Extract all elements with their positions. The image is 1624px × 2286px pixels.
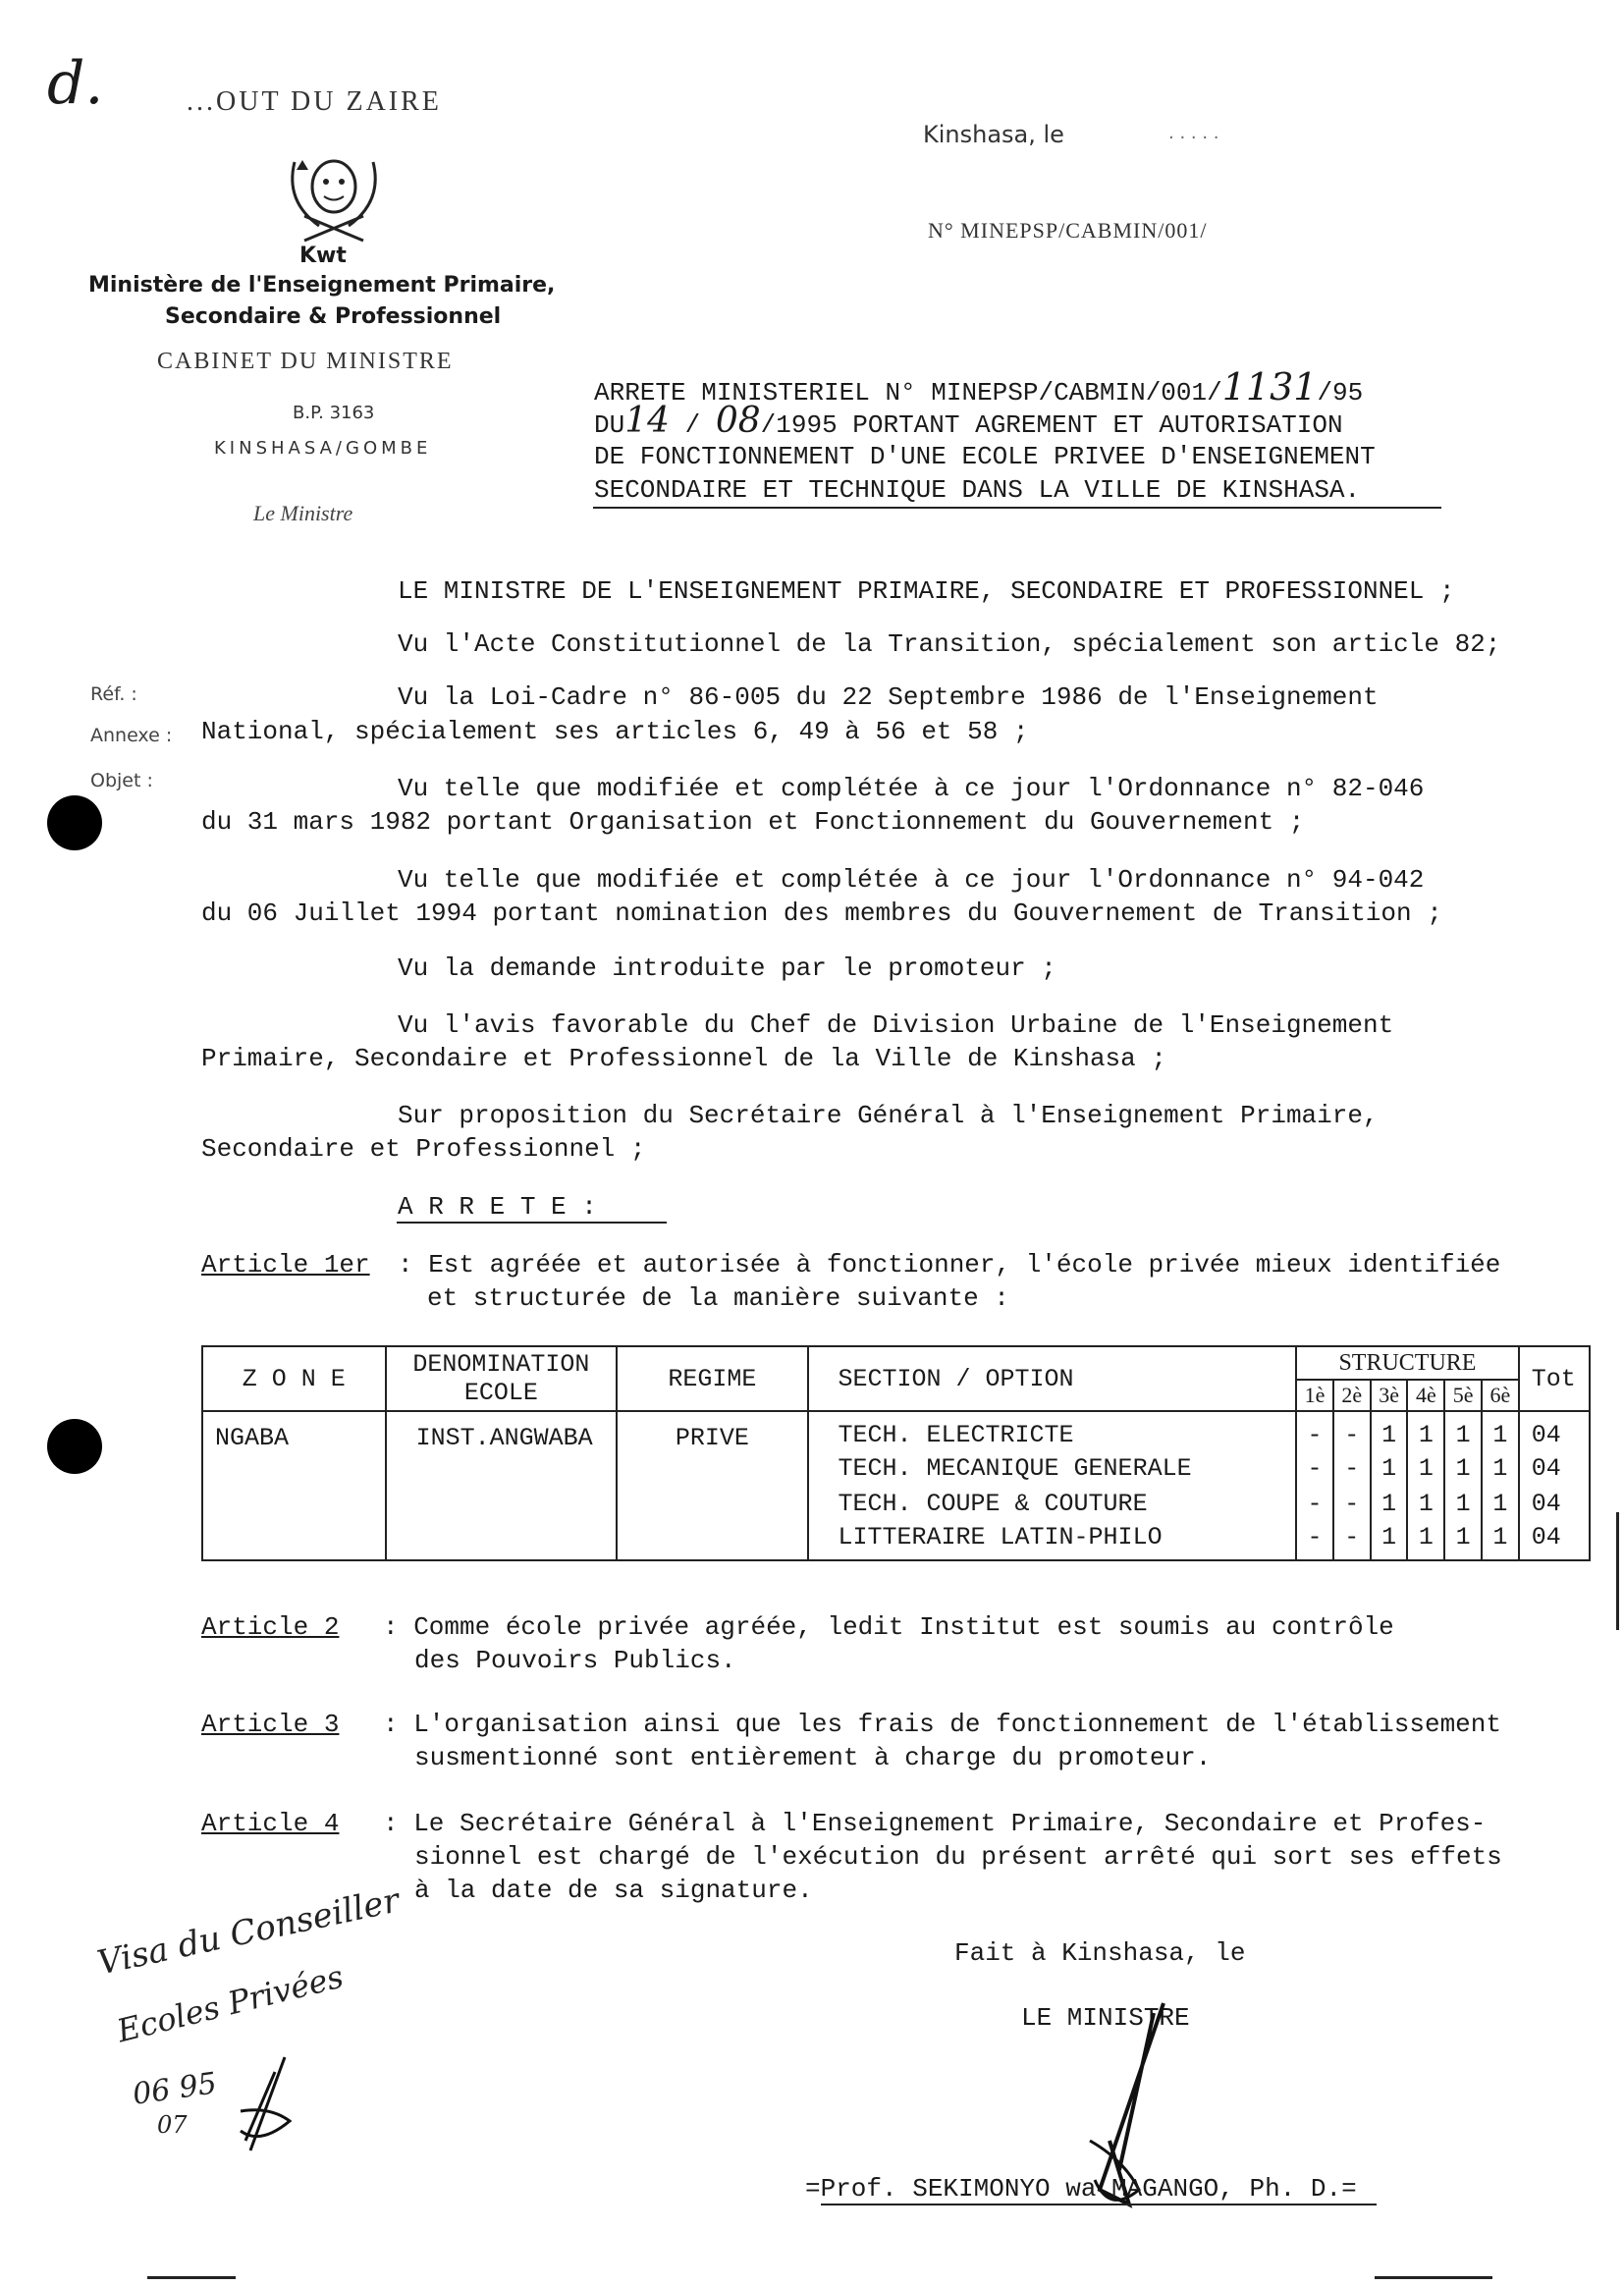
preamble-vu3-line2: du 31 mars 1982 portant Organisation et Fonctionnement du Gouvernement ; [201,807,1305,837]
place-date: Kinshasa, le [923,121,1064,148]
arrete-heading: A R R E T E : [398,1192,597,1222]
article4-text-line1: : Le Secrétaire Général à l'Enseignement Primaire, Secondaire et Profes- [383,1809,1487,1838]
article3-text-line1: : L'organisation ainsi que les frais de fonctionnement de l'établissement [383,1710,1501,1739]
preamble-vu1: Vu l'Acte Constitutionnel de la Transition, spécialement son article 82; [398,629,1501,659]
title-month-handwritten: 08 [715,401,761,441]
title-line3: DE FONCTIONNEMENT D'UNE ECOLE PRIVEE D'ENSEIGNEMENT [594,442,1376,471]
letterhead-country: ...OUT DU ZAIRE [187,86,442,117]
preamble-minister: LE MINISTRE DE L'ENSEIGNEMENT PRIMAIRE, SECONDAIRE ET PROFESSIONNEL ; [398,576,1455,606]
preamble-vu2-line1: Vu la Loi-Cadre n° 86-005 du 22 Septembre 1986 de l'Enseignement [398,682,1379,712]
article3-label: Article 3 [201,1710,340,1739]
side-label-ref: Réf. : [90,683,137,705]
closing-minister-title: LE MINISTRE [1021,2003,1190,2033]
side-label-objet: Objet : [90,770,153,791]
header-denomination [386,1346,618,1411]
handwritten-visa-date2: 07 [157,2111,188,2139]
article2-text-line2: des Pouvoirs Publics. [414,1646,736,1675]
side-label-annexe: Annexe : [90,725,173,746]
cell-year-value: - [1296,1411,1333,1450]
header-denomination-line1: DENOMINATION [412,1350,590,1379]
article3-text-line2: susmentionné sont entièrement à charge du promoteur. [414,1743,1212,1772]
preamble-vu2-line2: National, spécialement ses articles 6, 49 à 56 et 58 ; [201,717,1029,746]
handwritten-visa-line1: Visa du Conseiller [93,1880,404,1984]
scan-edge-line [1616,1512,1619,1630]
title-number-handwritten: 1131 [1221,365,1318,408]
header-year-3: 3è [1371,1380,1408,1411]
cell-total: 04 [1519,1450,1590,1486]
title-line1-suffix: /95 [1317,378,1364,408]
header-section-option: SECTION / OPTION [808,1346,1297,1411]
cell-year-value: 1 [1444,1486,1482,1521]
cell-year-value: 1 [1371,1486,1408,1521]
header-year-5: 5è [1444,1380,1482,1411]
title-day-handwritten: 14 [624,401,671,441]
header-zone: Z O N E [202,1346,386,1411]
article2-label: Article 2 [201,1612,340,1642]
article1-text-line2: et structurée de la manière suivante : [427,1283,1009,1313]
preamble-proposition-line1: Sur proposition du Secrétaire Général à l'Enseignement Primaire, [398,1101,1379,1130]
cell-year-value: - [1296,1450,1333,1486]
signatory-underline [821,2204,1377,2205]
cell-year-value: 1 [1407,1411,1444,1450]
city-label: KINSHASA/GOMBE [214,438,432,459]
arrete-underline [397,1222,667,1224]
cell-total: 04 [1519,1521,1590,1560]
cell-year-value: 1 [1407,1521,1444,1560]
fait-a-kinshasa: Fait à Kinshasa, le [954,1938,1246,1968]
cell-year-value: 1 [1482,1486,1519,1521]
cell-section-2: TECH. COUPE & COUTURE [808,1486,1297,1521]
preamble-vu4-line1: Vu telle que modifiée et complétée à ce jour l'Ordonnance n° 94-042 [398,865,1425,895]
cell-section-1: TECH. MECANIQUE GENERALE [808,1450,1297,1486]
preamble-vu5: Vu la demande introduite par le promoteur ; [398,953,1056,983]
cell-total: 04 [1519,1411,1590,1450]
cell-year-value: 1 [1371,1411,1408,1450]
header-denomination-line2: ECOLE [463,1379,538,1407]
reference-number: N° MINEPSP/CABMIN/001/ [928,218,1208,243]
title-line1 [594,365,1364,409]
header-year-4: 4è [1407,1380,1444,1411]
header-year-6: 6è [1482,1380,1519,1411]
header-total: Tot [1519,1346,1590,1411]
cell-year-value: 1 [1444,1450,1482,1486]
minister-label: Le Ministre [253,501,353,525]
cell-school-name: INST.ANGWABA [386,1411,618,1560]
article4-label: Article 4 [201,1809,340,1838]
cell-year-value: - [1333,1450,1371,1486]
header-year-2: 2è [1333,1380,1371,1411]
cell-year-value: 1 [1407,1486,1444,1521]
cell-year-value: 1 [1407,1450,1444,1486]
cabinet-label: CABINET DU MINISTRE [157,349,454,374]
bp-label: B.P. 3163 [293,403,375,423]
article2-text-line1: : Comme école privée agréée, ledit Institut est soumis au contrôle [383,1612,1394,1642]
scan-edge-line [1375,2276,1492,2279]
header-year-1: 1è [1296,1380,1333,1411]
cell-total: 04 [1519,1486,1590,1521]
preamble-vu6-line1: Vu l'avis favorable du Chef de Division Urbaine de l'Enseignement [398,1010,1394,1040]
cell-year-value: - [1333,1411,1371,1450]
visa-initials-icon [231,2052,299,2160]
signatory-name: =Prof. SEKIMONYO wa MAGANGO, Ph. D.= [805,2174,1357,2204]
header-regime: REGIME [617,1346,807,1411]
title-underline [593,507,1441,509]
preamble-vu4-line2: du 06 Juillet 1994 portant nomination des membres du Gouvernement de Transition ; [201,898,1442,928]
title-line2-prefix: DU [594,410,625,440]
article4-text-line3: à la date de sa signature. [414,1876,813,1905]
punch-hole [47,1419,102,1474]
cell-year-value: 1 [1482,1450,1519,1486]
emblem-label: Kwt [299,244,347,268]
cell-year-value: - [1333,1521,1371,1560]
title-line2: DU14 / 08/1995 PORTANT AGREMENT ET AUTORISATION [594,401,1343,441]
cell-year-value: 1 [1482,1411,1519,1450]
punch-hole [47,795,102,850]
cell-zone: NGABA [202,1411,386,1560]
date-placeholder: . . . . . [1168,123,1219,143]
cell-year-value: 1 [1371,1450,1408,1486]
title-line4: SECONDAIRE ET TECHNIQUE DANS LA VILLE DE KINSHASA. [594,475,1361,505]
ministry-line1: Ministère de l'Enseignement Primaire, [88,273,556,298]
preamble-proposition-line2: Secondaire et Professionnel ; [201,1134,646,1164]
article1-text-line1: : Est agréée et autorisée à fonctionner, l'école privée mieux identifiée [398,1250,1501,1279]
handwritten-visa-date: 06 95 [130,2066,219,2112]
cell-year-value: - [1296,1486,1333,1521]
cell-section-3: LITTERAIRE LATIN-PHILO [808,1521,1297,1560]
cell-year-value: 1 [1444,1411,1482,1450]
handwritten-visa-line2: Ecoles Privées [113,1957,348,2050]
cell-year-value: 1 [1482,1521,1519,1560]
header-structure: STRUCTURE [1296,1346,1519,1380]
preamble-vu3-line1: Vu telle que modifiée et complétée à ce jour l'Ordonnance n° 82-046 [398,774,1425,803]
title-line1-prefix: ARRETE MINISTERIEL N° MINEPSP/CABMIN/001/ [594,378,1222,408]
cell-year-value: - [1296,1521,1333,1560]
scan-edge-line [147,2276,236,2279]
cell-year-value: 1 [1371,1521,1408,1560]
ministry-line2: Secondaire & Professionnel [165,304,502,329]
handwritten-corner-mark: d. [47,49,104,118]
article1-label: Article 1er [201,1250,370,1279]
article4-text-line2: sionnel est chargé de l'exécution du présent arrêté qui sort ses effets [414,1842,1502,1872]
school-structure-table [201,1345,1591,1561]
cell-year-value: - [1333,1486,1371,1521]
preamble-vu6-line2: Primaire, Secondaire et Professionnel de la Ville de Kinshasa ; [201,1044,1166,1073]
cell-section-0: TECH. ELECTRICTE [808,1411,1297,1450]
cell-year-value: 1 [1444,1521,1482,1560]
emblem-icon [275,142,393,250]
title-line2-suffix: /1995 PORTANT AGREMENT ET AUTORISATION [760,410,1343,440]
cell-regime: PRIVE [617,1411,807,1560]
